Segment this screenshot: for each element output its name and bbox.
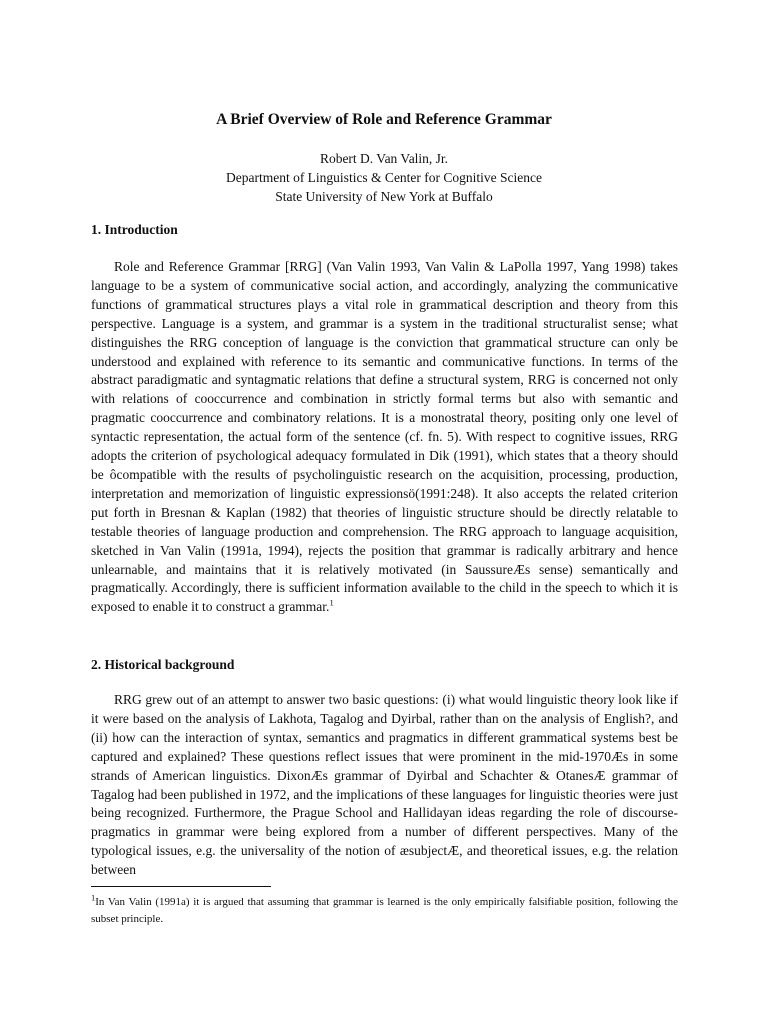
footnote-text: In Van Valin (1991a) it is argued that assuming that grammar is learned is the only empirically falsifiable position, following the subset principle. — [91, 896, 678, 925]
paper-title: A Brief Overview of Role and Reference Grammar — [216, 111, 552, 128]
footnote-separator — [91, 886, 271, 887]
footnote-marker-1[interactable]: 1 — [329, 597, 334, 608]
footnote-1 — [91, 894, 678, 928]
affiliation-university: State University of New York at Buffalo — [275, 189, 493, 204]
author-name: Robert D. Van Valin, Jr. — [319, 151, 449, 166]
section-heading-historical-background: 2. Historical background — [91, 657, 235, 672]
author-block — [0, 149, 768, 206]
introduction-paragraph — [91, 258, 678, 617]
footnote-number: 1 — [91, 892, 96, 903]
affiliation-department: Department of Linguistics & Center for Cognitive Science — [225, 170, 543, 185]
historical-background-paragraph — [91, 691, 678, 880]
introduction-text: Role and Reference Grammar [RRG] (Van Valin 1993, Van Valin & LaPolla 1997, Yang 1998) takes language to be a system of communicative social action, and accordingly, analyzing the communicative functions of grammatical structures plays a vital role in grammatical description and theory from this perspective. Language is a system, and grammar is a system in the traditional structuralist sense; what distinguishes the RRG conception of language is the conviction that grammatical structure can only be understood and explained with reference to its semantic and communicative functions. In terms of the abstract paradigmatic and syntagmatic relations that define a structural system, RRG is concerned not only with relations of cooccurrence and combination in strictly formal terms but also with semantic and pragmatic cooccurrence and combinatory relations. It is a monostratal theory, positing only one level of syntactic representation, the actual form of the sentence (cf. fn. 5). With respect to cognitive issues, RRG adopts the criterion of psychological adequacy formulated in Dik (1991), which states that a theory should be ôcompatible with the results of psycholinguistic research on the acquisition, processing, production, interpretation and memorization of linguistic expressionsö(1991:248). It also accepts the related criterion put forth in Bresnan & Kaplan (1982) that theories of linguistic structure should be directly relatable to testable theories of language production and comprehension. The RRG approach to language acquisition, sketched in Van Valin (1991a, 1994), rejects the position that grammar is radically arbitrary and hence unlearnable, and maintains that it is relatively motivated (in SaussureÆs sense) semantically and pragmatically. Accordingly, there is sufficient information available to the child in the speech to which it is exposed to enable it to construct a grammar. — [91, 259, 678, 615]
historical-background-text: RRG grew out of an attempt to answer two basic questions: (i) what would linguistic theory look like if it were based on the analysis of Lakhota, Tagalog and Dyirbal, rather than on the analysis of English?, and (ii) how can the interaction of syntax, semantics and pragmatics in different grammatical systems best be captured and explained? These questions reflect issues that were prominent in the mid-1970Æs in some strands of American linguistics. DixonÆs grammar of Dyirbal and Schachter & OtanesÆ grammar of Tagalog had been published in 1972, and the implications of these languages for linguistic theories were just being recognized. Furthermore, the Prague School and Hallidayan ideas regarding the role of discourse-pragmatics in grammar were being explored from a number of different perspectives. Many of the typological issues, e.g. the universality of the notion of æsubjectÆ, and theoretical issues, e.g. the relation between — [91, 692, 678, 878]
section-heading-introduction: 1. Introduction — [91, 222, 178, 237]
